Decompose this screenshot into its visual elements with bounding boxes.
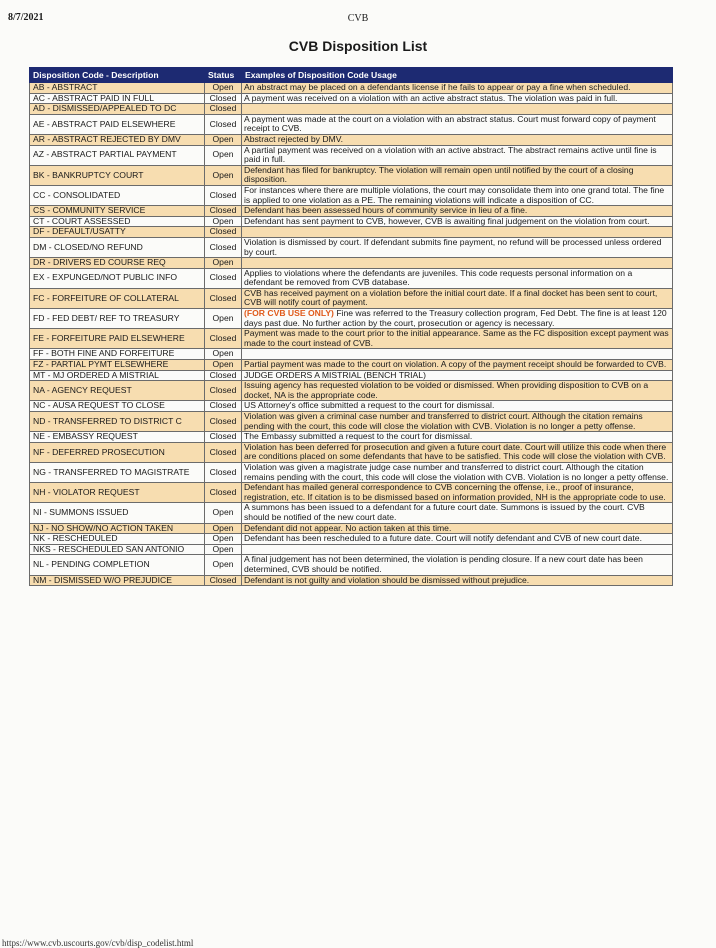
disposition-status: Closed [205,237,242,257]
disposition-example: A final judgement has not been determined, the violation is pending closure. If a new court date has been determined, CVB should be notified. [242,555,673,575]
disposition-code: NJ - NO SHOW/NO ACTION TAKEN [30,523,205,534]
table-row [30,93,673,104]
disposition-code: EX - EXPUNGED/NOT PUBLIC INFO [30,268,205,288]
page-title: CVB Disposition List [288,38,428,54]
disposition-code: DM - CLOSED/NO REFUND [30,237,205,257]
disposition-status: Open [205,523,242,534]
disposition-example: The Embassy submitted a request to the court for dismissal. [242,432,673,443]
disposition-example: Applies to violations where the defendants are juveniles. This code requests personal information on a defendant be removed from CVB database. [242,268,673,288]
disposition-example: A partial payment was received on a violation with an active abstract. The abstract remains active until fine is paid in full. [242,145,673,165]
disposition-example: Partial payment was made to the court on violation. A copy of the payment receipt should be forwarded to CVB. [242,360,673,371]
disposition-example: CVB has received payment on a violation before the initial court date. If a final docket has been sent to court, CVB will notify court of payment. [242,288,673,308]
table-row [30,104,673,115]
table-row [30,575,673,586]
disposition-code: FC - FORFEITURE OF COLLATERAL [30,288,205,308]
disposition-code: FF - BOTH FINE AND FORFEITURE [30,349,205,360]
disposition-status: Open [205,360,242,371]
table-row [30,381,673,401]
disposition-status: Open [205,544,242,555]
table-row [30,237,673,257]
table-row [30,432,673,443]
disposition-code: NG - TRANSFERRED TO MAGISTRATE [30,462,205,482]
disposition-example: A payment was received on a violation with an active abstract status. The violation was paid in full. [242,93,673,104]
disposition-example: Defendant is not guilty and violation should be dismissed without prejudice. [242,575,673,586]
disposition-status: Closed [205,575,242,586]
table-row [30,268,673,288]
table-row [30,227,673,238]
disposition-code: NH - VIOLATOR REQUEST [30,483,205,503]
disposition-example: Defendant has filed for bankruptcy. The violation will remain open until notified by the court of a closing disposition. [242,165,673,185]
disposition-code: NL - PENDING COMPLETION [30,555,205,575]
disposition-example [242,544,673,555]
disposition-code: CC - CONSOLIDATED [30,185,205,205]
disposition-status: Open [205,555,242,575]
print-date: 8/7/2021 [8,12,44,23]
column-header-examples: Examples of Disposition Code Usage [242,68,673,83]
disposition-example: Violation has been deferred for prosecution and given a future court date. Court will utilize this code when there are conditions placed on some defendants that have to be satisfied. This code will close the violation with CVB. [242,442,673,462]
disposition-example: Payment was made to the court prior to the initial appearance. Same as the FC disposition except payment was made to the court instead of CVB. [242,329,673,349]
disposition-status: Closed [205,114,242,134]
table-row [30,309,673,329]
disposition-code: NM - DISMISSED W/O PREJUDICE [30,575,205,586]
table-row [30,370,673,381]
disposition-status: Open [205,258,242,269]
disposition-example: Violation is dismissed by court. If defendant submits fine payment, no refund will be processed unless ordered by court. [242,237,673,257]
disposition-example: A summons has been issued to a defendant for a future court date. Summons is issued by the court. CVB should be notified of the new court date. [242,503,673,523]
disposition-example: JUDGE ORDERS A MISTRIAL (BENCH TRIAL) [242,370,673,381]
disposition-status: Open [205,309,242,329]
table-row [30,288,673,308]
disposition-example: Defendant has been assessed hours of community service in lieu of a fine. [242,206,673,217]
disposition-code: FD - FED DEBT/ REF TO TREASURY [30,309,205,329]
disposition-example [242,104,673,115]
table-row [30,216,673,227]
disposition-code: DF - DEFAULT/USATTY [30,227,205,238]
disposition-example: Defendant has mailed general correspondence to CVB concerning the offense, i.e., proof of insurance, registration, etc. If citation is to be dismissed based on information provided, NH is the appropriate code to use. [242,483,673,503]
disposition-example: Defendant has been rescheduled to a future date. Court will notify defendant and CVB of new court date. [242,534,673,545]
disposition-status: Closed [205,104,242,115]
disposition-status: Closed [205,206,242,217]
table-row [30,534,673,545]
table-row [30,462,673,482]
disposition-example: Violation was given a criminal case number and transferred to district court. Although the citation remains pending with the court, this code will close the violation with CVB. Violation is no longer a petty offense. [242,412,673,432]
disposition-code: NA - AGENCY REQUEST [30,381,205,401]
disposition-example: An abstract may be placed on a defendants license if he fails to appear or pay a fine when scheduled. [242,83,673,94]
disposition-example: Violation was given a magistrate judge case number and transferred to district court. Although the citation remains pending with the court, this code will close the violation with CVB. Violation is no longer a petty offense. [242,462,673,482]
disposition-code: NC - AUSA REQUEST TO CLOSE [30,401,205,412]
disposition-example: Defendant has sent payment to CVB, however, CVB is awaiting final judgement on the violation from court. [242,216,673,227]
disposition-code: FZ - PARTIAL PYMT ELSEWHERE [30,360,205,371]
table-row [30,349,673,360]
disposition-example: A payment was made at the court on a violation with an abstract status. Court must forward copy of payment receipt to CVB. [242,114,673,134]
disposition-example [242,227,673,238]
table-row [30,503,673,523]
disposition-code: AB - ABSTRACT [30,83,205,94]
disposition-example [242,258,673,269]
disposition-code: NF - DEFERRED PROSECUTION [30,442,205,462]
disposition-code: NI - SUMMONS ISSUED [30,503,205,523]
disposition-example: Abstract rejected by DMV. [242,134,673,145]
disposition-status: Closed [205,370,242,381]
disposition-status: Closed [205,381,242,401]
table-row [30,412,673,432]
disposition-code: CT - COURT ASSESSED [30,216,205,227]
disposition-status: Open [205,145,242,165]
table-row [30,258,673,269]
column-header-code: Disposition Code - Description [30,68,205,83]
disposition-status: Open [205,216,242,227]
disposition-status: Closed [205,483,242,503]
table-row [30,483,673,503]
disposition-status: Open [205,349,242,360]
cvb-use-only-note: (FOR CVB USE ONLY) [244,308,334,319]
table-row [30,401,673,412]
disposition-code: ND - TRANSFERRED TO DISTRICT C [30,412,205,432]
table-row [30,555,673,575]
table-row [30,114,673,134]
table-row [30,83,673,94]
disposition-code: AC - ABSTRACT PAID IN FULL [30,93,205,104]
disposition-status: Closed [205,432,242,443]
disposition-code: AE - ABSTRACT PAID ELSEWHERE [30,114,205,134]
table-row [30,442,673,462]
disposition-code: NK - RESCHEDULED [30,534,205,545]
disposition-status: Closed [205,401,242,412]
disposition-status: Open [205,83,242,94]
disposition-code: NKS - RESCHEDULED SAN ANTONIO [30,544,205,555]
footer-url: https://www.cvb.uscourts.gov/cvb/disp_codelist.html [2,938,194,948]
disposition-status: Closed [205,288,242,308]
disposition-status: Open [205,503,242,523]
disposition-status: Closed [205,268,242,288]
disposition-status: Closed [205,93,242,104]
column-header-status: Status [205,68,242,83]
disposition-status: Closed [205,227,242,238]
disposition-status: Closed [205,442,242,462]
table-row [30,185,673,205]
disposition-status: Closed [205,462,242,482]
disposition-code: MT - MJ ORDERED A MISTRIAL [30,370,205,381]
disposition-status: Open [205,165,242,185]
disposition-status: Closed [205,412,242,432]
disposition-status: Open [205,534,242,545]
disposition-code: AD - DISMISSED/APPEALED TO DC [30,104,205,115]
disposition-table [29,67,673,586]
disposition-code: AR - ABSTRACT REJECTED BY DMV [30,134,205,145]
disposition-code: NE - EMBASSY REQUEST [30,432,205,443]
disposition-code: CS - COMMUNITY SERVICE [30,206,205,217]
disposition-code: DR - DRIVERS ED COURSE REQ [30,258,205,269]
table-row [30,165,673,185]
disposition-example [242,349,673,360]
table-row [30,134,673,145]
disposition-code: BK - BANKRUPTCY COURT [30,165,205,185]
table-row [30,329,673,349]
disposition-status: Closed [205,185,242,205]
disposition-example: Defendant did not appear. No action taken at this time. [242,523,673,534]
disposition-example-text: Fine was referred to the Treasury collection program, Fed Debt. The fine is at least 120 days past due. No further action by the court, prosecution or agency is necessary. [244,308,667,328]
page-header: CVB [347,13,369,24]
disposition-status: Closed [205,329,242,349]
disposition-code: FE - FORFEITURE PAID ELSEWHERE [30,329,205,349]
disposition-example: For instances where there are multiple violations, the court may consolidate them into one grand total. The fine is applied to one violation as a PE. The remaining violations will indicate a disposition of CC. [242,185,673,205]
disposition-example [242,309,673,329]
table-row [30,544,673,555]
disposition-example: Issuing agency has requested violation to be voided or dismissed. When providing disposition to CVB on a docket, NA is the appropriate code. [242,381,673,401]
table-row [30,360,673,371]
disposition-status: Open [205,134,242,145]
table-header-row [30,68,673,83]
disposition-code: AZ - ABSTRACT PARTIAL PAYMENT [30,145,205,165]
table-row [30,206,673,217]
disposition-example: US Attorney's office submitted a request to the court for dismissal. [242,401,673,412]
table-row [30,145,673,165]
table-row [30,523,673,534]
